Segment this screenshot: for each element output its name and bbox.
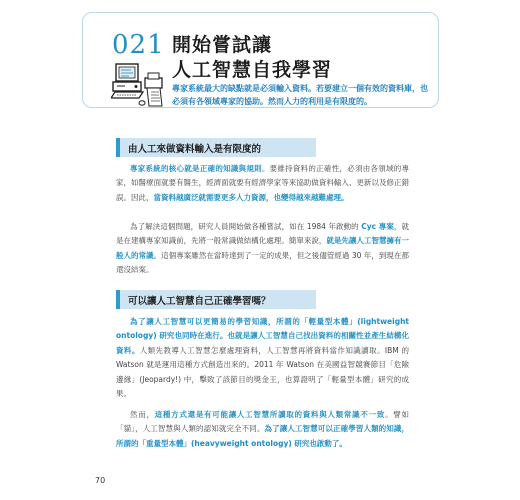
paragraph-1 <box>116 162 409 205</box>
chapter-number: 021 <box>112 30 165 60</box>
section-heading-2 <box>116 290 316 309</box>
body-text: 人類先教導人工智慧怎麼處理資料，人工智慧再將資料當作知識讀取。IBM 的 Watson 就是運用這種方式創造出來的。2011 年 Watson 在美國益智競賽節目「危險邊緣」(Jeopardy!) 中，擊敗了該節目的獎金王，也算證明了「輕量型本體」研究的成果。 <box>116 345 410 399</box>
highlight-text: 專家系統的核心就是正確的知識與規則 <box>130 164 262 173</box>
section-heading-2-text: 可以讓人工智慧自己正確學習嗎？ <box>128 296 271 307</box>
highlight-text: Cyc 專案 <box>361 222 394 231</box>
paragraph-2 <box>116 220 409 278</box>
body-text: 為了解決這個問題，研究人員開始做各種嘗試，如在 1984 年啟動的 <box>130 222 362 231</box>
highlight-text: 這種方式還是有可能讓人工智慧所讀取的資料與人類常識不一致 <box>154 410 386 419</box>
paragraph-3 <box>116 315 409 401</box>
computer-workstation-icon <box>111 62 166 108</box>
chapter-summary: 專家系統最大的缺點就是必須輸入資料。若要建立一個有效的資料庫，也必須有各領域專家的協助。然而人力的利用是有限度的。 <box>172 84 428 106</box>
body-text: 。譬如「貓」，人工智慧與人類的認知就完全不同。 <box>116 410 410 434</box>
highlight-text: 就是先讓人工智慧擁有一般人的常識 <box>116 236 410 260</box>
highlight-text: 為了讓人工智慧可以更簡易的學習知識，所謂的「輕量型本體」(lightweight ontology) 研究也同時在進行。也就是讓人工智慧自己找出資料的相關性並產生結構化資料。 <box>116 317 409 355</box>
section-heading-1-text: 由人工來做資料輸入是有限度的 <box>128 144 262 155</box>
chapter-title-line2: 人工智慧自我學習 <box>172 59 333 81</box>
body-text: ，就是在建構專家知識前，先將一般常識做結構化處理。簡單來說， <box>116 222 410 246</box>
body-text: 。要維持資料的正確性，必須由各領域的專家，如醫療面就要有醫生，經濟面就要有經濟學家等來協助做資料輸入、更新以及修正錯誤。因此， <box>116 164 410 202</box>
chapter-title-line1: 開始嘗試讓 <box>172 34 273 56</box>
body-text: 。這個專案雖然在當時達到了一定的成果，但之後儘管經過 30 年，到現在都還沒結案。 <box>116 250 409 275</box>
page-number: 70 <box>95 476 106 485</box>
section-heading-1 <box>116 138 316 157</box>
highlight-text: 為了讓人工智慧可以正確學習人類的知識，所謂的「重量型本體」(heavyweight ontology) 研究也啟動了。 <box>116 424 410 448</box>
highlight-text: 當資料越廣泛就需要更多人力資源，也變得越來越難處理。 <box>153 192 349 202</box>
paragraph-4 <box>116 408 409 451</box>
body-text: 然而， <box>130 410 155 419</box>
